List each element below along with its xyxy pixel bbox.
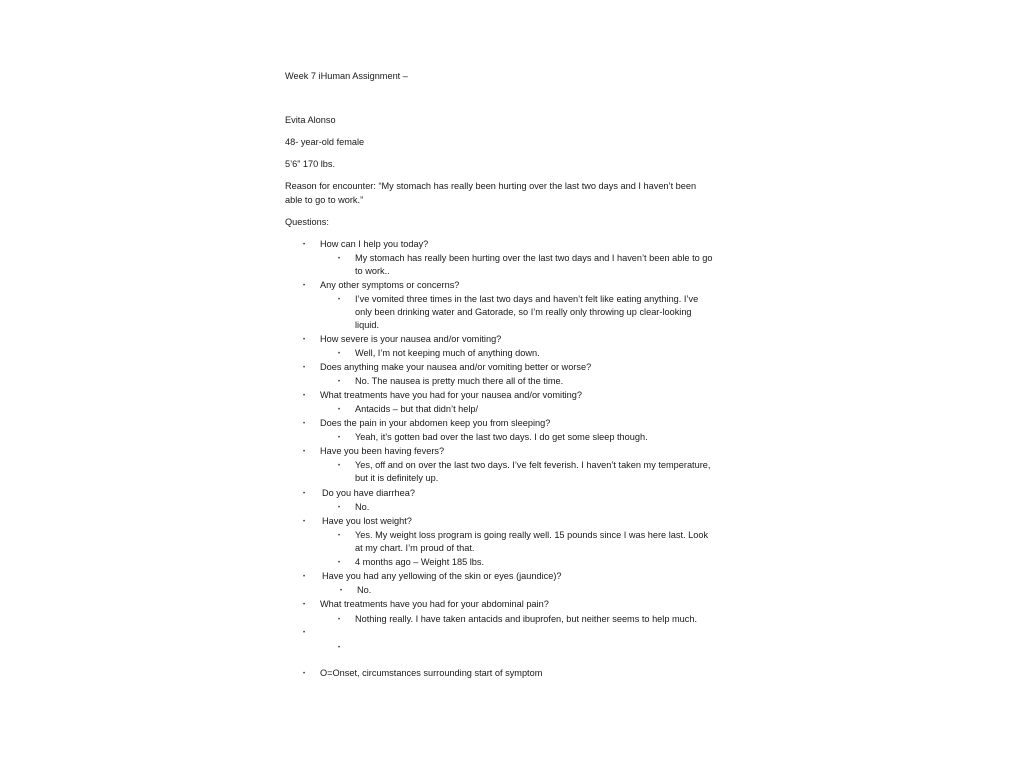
answer-3: Well, I’m not keeping much of anything down. bbox=[355, 348, 540, 358]
bullet: • bbox=[303, 365, 306, 371]
question-1: How can I help you today? bbox=[320, 239, 429, 249]
sub-bullet: • bbox=[338, 463, 341, 469]
answer-2-line-2: only been drinking water and Gatorade, so I’m really only throwing up clear-looking bbox=[355, 307, 692, 317]
question-8: Do you have diarrhea? bbox=[322, 488, 415, 498]
sub-bullet: • bbox=[338, 407, 341, 413]
answer-9-line-2: at my chart. I’m proud of that. bbox=[355, 543, 475, 553]
questions-label: Questions: bbox=[285, 217, 329, 227]
question-11: What treatments have you had for your abdominal pain? bbox=[320, 599, 549, 609]
question-3: How severe is your nausea and/or vomiting? bbox=[320, 334, 502, 344]
answer-5: Antacids – but that didn’t help/ bbox=[355, 404, 479, 414]
answer-7-line-2: but it is definitely up. bbox=[355, 473, 439, 483]
reason-line-1: Reason for encounter: “My stomach has really been hurting over the last two days and I haven’t been bbox=[285, 181, 697, 191]
patient-height-weight: 5’6” 170 lbs. bbox=[285, 159, 336, 169]
sub-bullet: • bbox=[338, 560, 341, 566]
sub-bullet: • bbox=[338, 297, 341, 303]
answer-8: No. bbox=[355, 502, 370, 512]
answer-9-line-1: Yes. My weight loss program is going really well. 15 pounds since I was here last. Look bbox=[355, 530, 709, 540]
patient-age-sex: 48- year-old female bbox=[285, 137, 365, 147]
answer-6: Yeah, it’s gotten bad over the last two days. I do get some sleep though. bbox=[355, 432, 648, 442]
sub-bullet: • bbox=[338, 617, 341, 623]
bullet: • bbox=[303, 283, 306, 289]
bullet: • bbox=[303, 671, 306, 677]
bullet: • bbox=[303, 242, 306, 248]
sub-bullet: • bbox=[338, 379, 341, 385]
doc-title: Week 7 iHuman Assignment – bbox=[285, 71, 408, 81]
bullet: • bbox=[303, 337, 306, 343]
onset-item: O=Onset, circumstances surrounding start of symptom bbox=[320, 668, 543, 678]
question-10: Have you had any yellowing of the skin or eyes (jaundice)? bbox=[322, 571, 562, 581]
bullet: • bbox=[303, 519, 306, 525]
question-4: Does anything make your nausea and/or vomiting better or worse? bbox=[320, 362, 592, 372]
question-2: Any other symptoms or concerns? bbox=[320, 280, 460, 290]
answer-7-line-1: Yes, off and on over the last two days. I’ve felt feverish. I haven’t taken my temperature, bbox=[355, 460, 711, 470]
answer-10: No. bbox=[357, 585, 372, 595]
empty-bullet: • bbox=[303, 630, 306, 636]
bullet: • bbox=[303, 574, 306, 580]
sub-bullet: • bbox=[338, 435, 341, 441]
sub-bullet: • bbox=[338, 351, 341, 357]
bullet: • bbox=[303, 602, 306, 608]
answer-4: No. The nausea is pretty much there all of the time. bbox=[355, 376, 564, 386]
bullet: • bbox=[303, 421, 306, 427]
question-6: Does the pain in your abdomen keep you from sleeping? bbox=[320, 418, 551, 428]
answer-9-weight: 4 months ago – Weight 185 lbs. bbox=[355, 557, 485, 567]
answer-1-line-2: to work.. bbox=[355, 266, 390, 276]
bullet: • bbox=[303, 393, 306, 399]
answer-2-line-3: liquid. bbox=[355, 320, 380, 330]
sub-bullet: • bbox=[338, 533, 341, 539]
question-5: What treatments have you had for your nausea and/or vomiting? bbox=[320, 390, 582, 400]
question-7: Have you been having fevers? bbox=[320, 446, 445, 456]
empty-sub-bullet: • bbox=[338, 645, 341, 651]
bullet: • bbox=[303, 449, 306, 455]
sub-bullet: • bbox=[340, 588, 343, 594]
bullet: • bbox=[303, 491, 306, 497]
answer-11: Nothing really. I have taken antacids and ibuprofen, but neither seems to help much. bbox=[355, 614, 698, 624]
answer-1-line-1: My stomach has really been hurting over the last two days and I haven’t been able to go bbox=[355, 253, 713, 263]
reason-line-2: able to go to work.” bbox=[285, 195, 364, 205]
sub-bullet: • bbox=[338, 505, 341, 511]
answer-2-line-1: I’ve vomited three times in the last two days and haven’t felt like eating anything. I’ve bbox=[355, 294, 699, 304]
patient-name: Evita Alonso bbox=[285, 115, 336, 125]
question-9: Have you lost weight? bbox=[322, 516, 412, 526]
sub-bullet: • bbox=[338, 256, 341, 262]
